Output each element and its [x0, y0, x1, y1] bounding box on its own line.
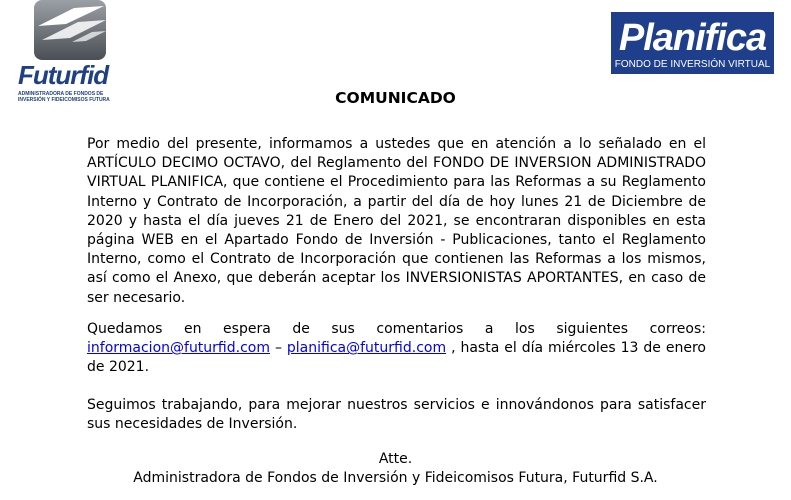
page-title: COMUNICADO — [335, 89, 456, 107]
email-separator: – — [269, 340, 287, 357]
announcement-paragraph: Por medio del presente, informamos a ustedes que en atención a lo señalado en el ARTÍCULO DECIMO OCTAVO, del Reglamento del FONDO DE INVERSION ADMINISTRADO VIRTUAL PLANIFICA, que contiene el Procedimiento para las Reformas a su Reglamento Interno y Contrato de Incorporación, a partir del día de hoy lunes 21 de Diciembre de 2020 y hasta el día jueves 21 de Enero del 2021, se encontraran disponibles en esta página WEB en el Apartado Fondo de Inversión - Publicaciones, tanto el Reglamento Interno, como el Contrato de Incorporación que contienen las Reformas a los mismos, así como el Anexo, que deberán aceptar los INVERSIONISTAS APORTANTES, en caso de ser necesario. — [87, 136, 706, 306]
futurfid-wordmark: Futurfid — [18, 60, 109, 90]
futurfid-emblem-icon — [34, 0, 106, 60]
planifica-logo — [611, 12, 774, 74]
futurfid-tagline: ADMINISTRADORA DE FONDOS DE INVERSIÓN Y FIDEICOMISOS FUTURA — [18, 91, 110, 103]
planifica-subtitle: FONDO DE INVERSIÓN VIRTUAL — [614, 59, 771, 70]
deadline-text: , hasta el día miércoles 13 de enero de 2021. — [87, 340, 706, 376]
signature: Administradora de Fondos de Inversión y Fideicomisos Futura, Futurfid S.A. — [133, 470, 658, 486]
contact-intro: Quedamos en espera de sus comentarios a los siguientes correos: — [87, 321, 706, 337]
greeting: Atte. — [378, 451, 413, 467]
planifica-wordmark: Planifica — [618, 17, 767, 59]
contact-paragraph — [87, 320, 706, 378]
closing-paragraph: Seguimos trabajando, para mejorar nuestros servicios e innovándonos para satisfacer sus necesidades de Inversión. — [87, 397, 706, 433]
email-link-informacion[interactable]: informacion@futurfid.com — [87, 340, 270, 357]
email-link-planifica[interactable]: planifica@futurfid.com — [286, 340, 447, 357]
